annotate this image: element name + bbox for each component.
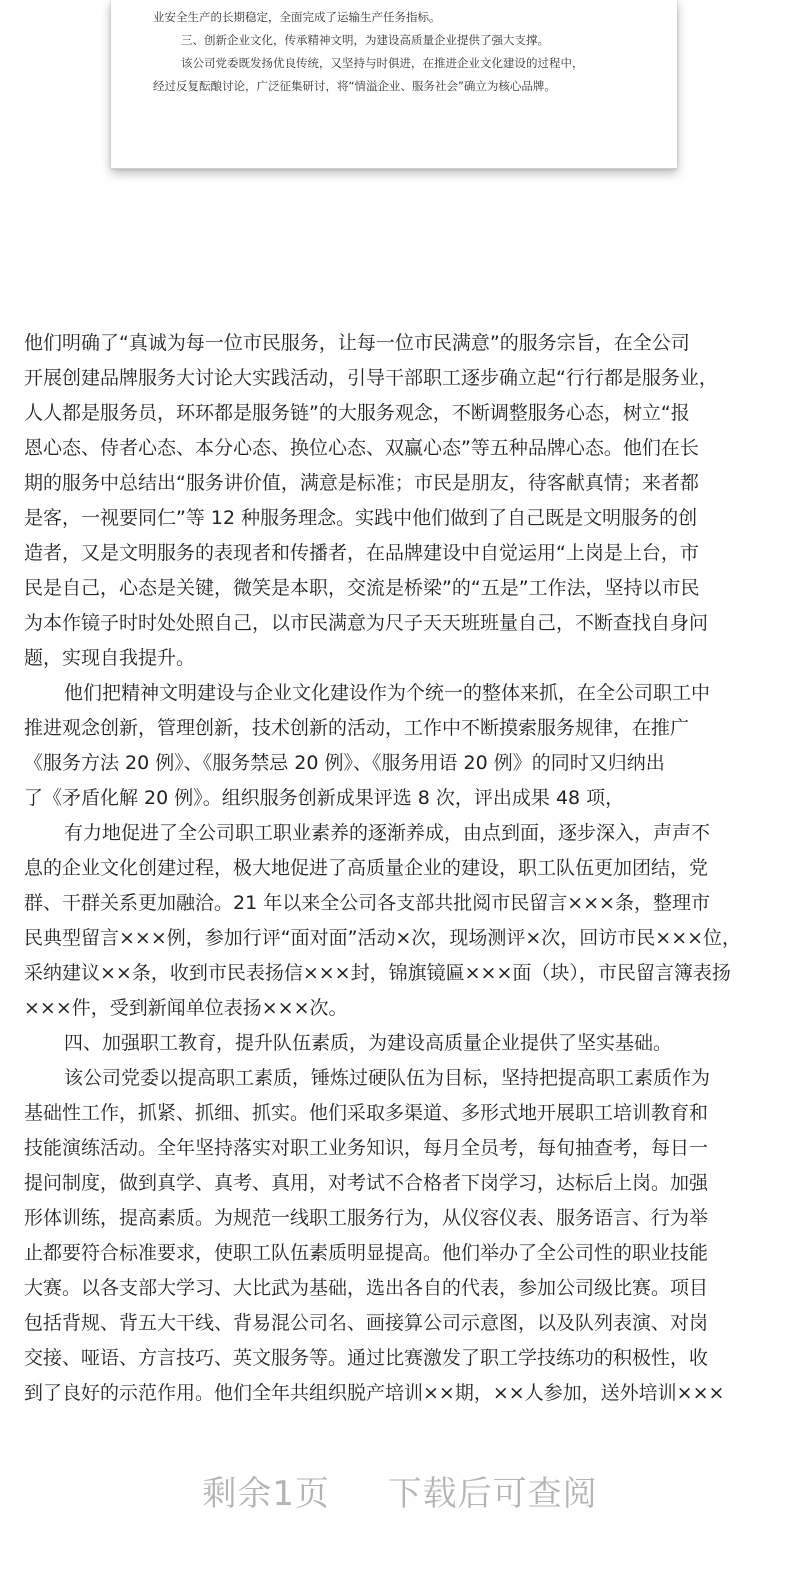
text-line: 了《矛盾化解 20 例》。组织服务创新成果评选 8 次，评出成果 48 项，: [24, 787, 625, 809]
text-line: 息的企业文化创建过程，极大地促进了高质量企业的建设，职工队伍更加团结，党: [24, 857, 709, 879]
text-line: ×××件，受到新闻单位表扬×××次。: [24, 997, 348, 1019]
text-line: 技能演练活动。全年坚持落实对职工业务知识，每月全员考，每旬抽查考，每日一: [24, 1137, 709, 1159]
text-line: 包括背规、背五大干线、背易混公司名、画接算公司示意图，以及队列表演、对岗: [24, 1312, 709, 1334]
download-to-view-label: 下载后可查阅: [387, 1474, 598, 1514]
text-line: 推进观念创新，管理创新，技术创新的活动，工作中不断摸索服务规律，在推广: [24, 717, 690, 739]
text-line: 他们明确了“真诚为每一位市民服务，让每一位市民满意”的服务宗旨，在全公司: [24, 332, 690, 354]
section-heading-four: [24, 1026, 784, 1061]
text-line: 开展创建品牌服务大讨论大实践活动，引导干部职工逐步确立起“行行都是服务业，: [24, 367, 718, 389]
text-line: 题，实现自我提升。: [24, 647, 196, 669]
text-line: 期的服务中总结出“服务讲价值，满意是标准；市民是朋友，待客献真情；来者都: [24, 472, 699, 494]
remaining-pages-label: 剩余1页: [202, 1474, 330, 1514]
download-prompt[interactable]: [0, 1466, 800, 1515]
text-line: 人人都是服务员，环环都是服务链”的大服务观念，不断调整服务心态，树立“报: [24, 402, 690, 424]
text-line: 大赛。以各支部大学习、大比武为基础，选出各自的代表，参加公司级比赛。项目: [24, 1277, 709, 1299]
text-line: 群、干群关系更加融洽。21 年以来全公司各支部共批阅市民留言×××条，整理市: [24, 892, 710, 914]
text-line: 该公司党委以提高职工素质，锤炼过硬队伍为目标，坚持把提高职工素质作为: [64, 1067, 711, 1089]
preview-line: 该公司党委既发扬优良传统，又坚持与时俱进，在推进企业文化建设的过程中，: [181, 56, 584, 70]
text-line: 《服务方法 20 例》、《服务禁忌 20 例》、《服务用语 20 例》的同时又归纳出: [24, 752, 665, 774]
paragraph-staff-education: [24, 1061, 784, 1411]
text-line: 民是自己，心态是关键，微笑是本职，交流是桥梁”的“五是”工作法，坚持以市民: [24, 577, 700, 599]
document-preview-card: [111, 0, 677, 169]
paragraph-brand-service: [24, 326, 784, 676]
preview-line: 经过反复酝酿讨论，广泛征集研讨，将“情溢企业、服务社会”确立为核心品牌。: [153, 79, 556, 93]
text-line: 形体训练，提高素质。为规范一线职工服务行为，从仪容仪表、服务语言、行为举: [24, 1207, 709, 1229]
preview-line: 三、创新企业文化，传承精神文明，为建设高质量企业提供了强大支撑。: [181, 33, 549, 47]
document-body: [24, 326, 784, 1411]
text-line: 有力地促进了全公司职工职业素养的逐渐养成，由点到面，逐步深入，声声不: [64, 822, 711, 844]
paragraph-professional-quality: [24, 816, 784, 1026]
text-line: 到了良好的示范作用。他们全年共组织脱产培训××期，××人参加，送外培训×××: [24, 1382, 725, 1404]
text-line: 民典型留言×××例，参加行评“面对面”活动×次，现场测评×次，回访市民×××位，: [24, 927, 742, 949]
text-line: 四、加强职工教育，提升队伍素质，为建设高质量企业提供了坚实基础。: [64, 1032, 673, 1054]
text-line: 交接、哑语、方言技巧、英文服务等。通过比赛激发了职工学技练功的积极性，收: [24, 1347, 709, 1369]
text-line: 恩心态、侍者心态、本分心态、换位心态、双赢心态”等五种品牌心态。他们在长: [24, 437, 699, 459]
text-line: 基础性工作，抓紧、抓细、抓实。他们采取多渠道、多形式地开展职工培训教育和: [24, 1102, 709, 1124]
text-line: 他们把精神文明建设与企业文化建设作为个统一的整体来抓，在全公司职工中: [64, 682, 711, 704]
text-line: 是客，一视要同仁”等 12 种服务理念。实践中他们做到了自己既是文明服务的创: [24, 507, 698, 529]
text-line: 为本作镜子时时处处照自己，以市民满意为尺子天天班班量自己，不断查找自身问: [24, 612, 709, 634]
preview-line: 业安全生产的长期稳定，全面完成了运输生产任务指标。: [153, 10, 441, 24]
text-line: 提问制度，做到真学、真考、真用，对考试不合格者下岗学习，达标后上岗。加强: [24, 1172, 709, 1194]
text-line: 造者，又是文明服务的表现者和传播者，在品牌建设中自觉运用“上岗是上台，市: [24, 542, 699, 564]
paragraph-culture-construction: [24, 676, 784, 816]
text-line: 采纳建议××条，收到市民表扬信×××封，锦旗镜匾×××面（块），市民留言簿表扬: [24, 962, 731, 984]
text-line: 止都要符合标准要求，使职工队伍素质明显提高。他们举办了全公司性的职业技能: [24, 1242, 709, 1264]
